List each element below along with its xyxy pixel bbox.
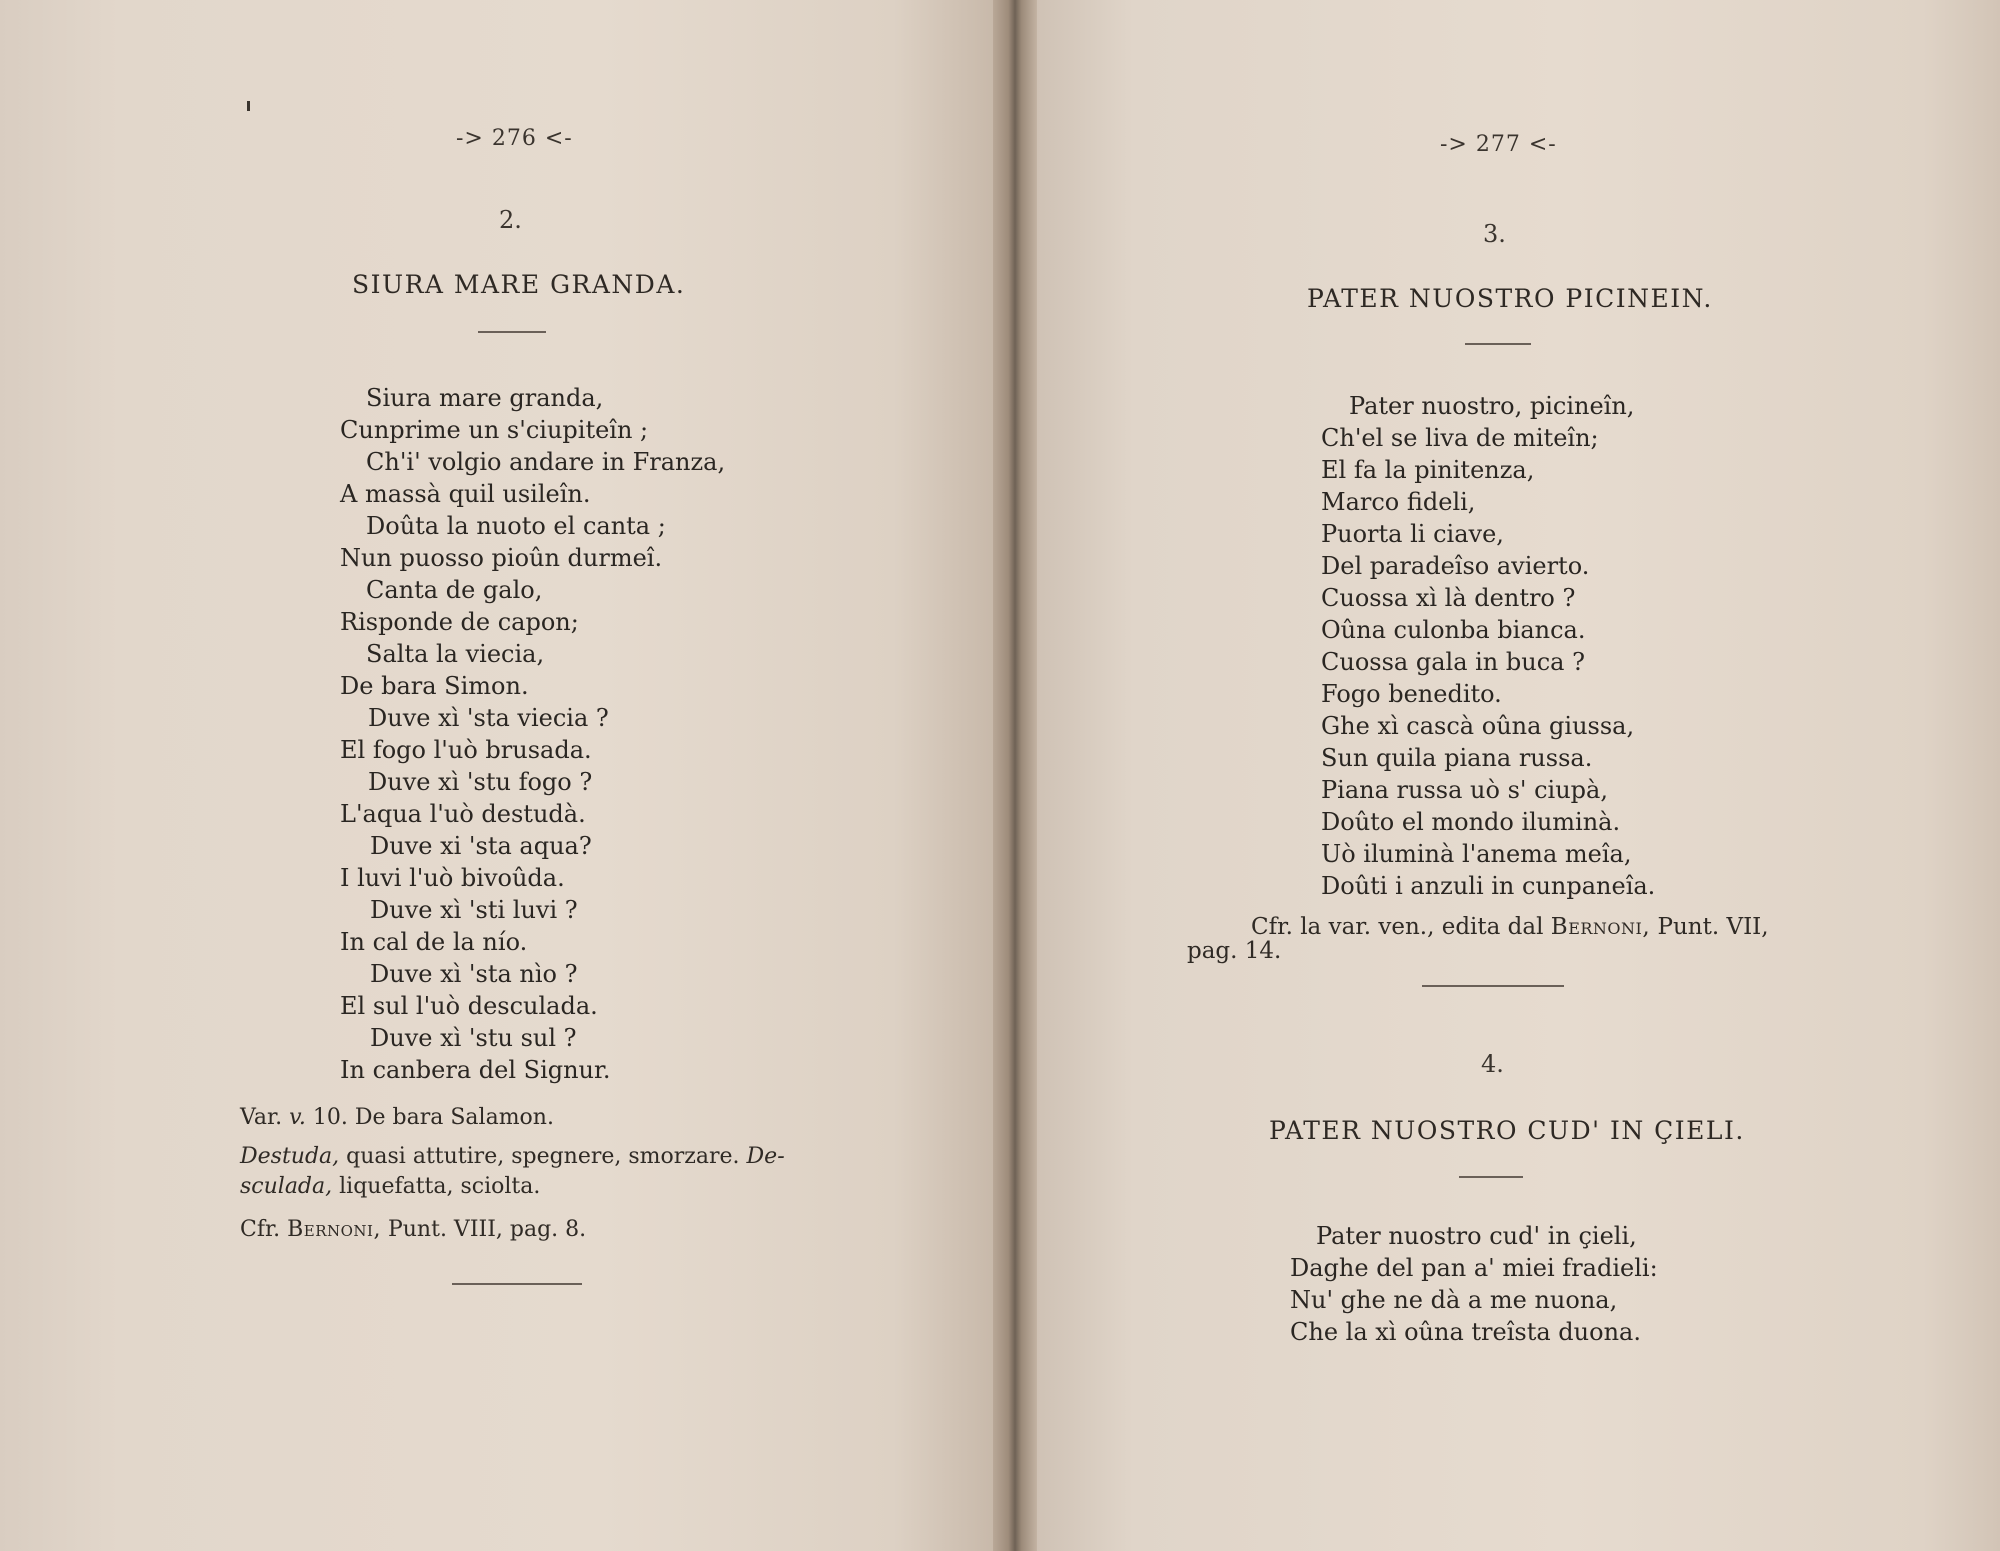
section-divider <box>1422 985 1564 987</box>
section-number-3: 3. <box>1483 220 1506 248</box>
verse-line: Siura mare granda, <box>366 384 604 412</box>
note-cfr-left <box>240 1215 586 1245</box>
verse-line: El fogo l'uò brusada. <box>340 736 592 764</box>
note-desculada <box>240 1172 540 1202</box>
page-number-left: -> 276 <- <box>456 126 573 151</box>
verse-line: De bara Simon. <box>340 672 529 700</box>
section-number-4: 4. <box>1481 1050 1504 1078</box>
note-cfr-picinein-prefix: Cfr. la var. ven., edita dal <box>1251 914 1544 940</box>
verse-line: I luvi l'uò bivoûda. <box>340 864 565 892</box>
poem-title-pater-picinein: PATER NUOSTRO PICINEIN. <box>1307 284 1713 313</box>
note-destuda-text: quasi attutire, spegnere, smorzare. <box>339 1144 740 1169</box>
verse-line: Sun quila piana russa. <box>1321 744 1593 772</box>
title-rule <box>1465 343 1531 345</box>
verse-line: Duve xì 'sta nìo ? <box>370 960 578 988</box>
note-var-rest: 10. De bara Salamon. <box>312 1105 554 1130</box>
verse-line: Doûti i anzuli in cunpaneîa. <box>1321 872 1656 900</box>
note-destuda <box>240 1142 785 1172</box>
verse-line: Cuossa gala in buca ? <box>1321 648 1585 676</box>
end-rule-left <box>452 1283 582 1285</box>
verse-line: Che la xì oûna treîsta duona. <box>1290 1318 1641 1346</box>
verse-line: Nun puosso pioûn durmeî. <box>340 544 663 572</box>
verse-line: Uò iluminà l'anema meîa, <box>1321 840 1632 868</box>
verse-line: Duve xì 'stu sul ? <box>370 1024 577 1052</box>
note-cfr-author: Bernoni, <box>287 1217 381 1242</box>
verse-line: Duve xì 'sti luvi ? <box>370 896 578 924</box>
verse-line: Nu' ghe ne dà a me nuona, <box>1290 1286 1618 1314</box>
verse-line: Del paradeîso avierto. <box>1321 552 1590 580</box>
verse-line: Risponde de capon; <box>340 608 579 636</box>
note-cfr-prefix: Cfr. <box>240 1217 281 1242</box>
note-desculada-word: sculada, <box>240 1174 333 1199</box>
right-page <box>1037 0 2000 1551</box>
verse-line: Ch'i' volgio andare in Franza, <box>366 448 726 476</box>
verse-line: El sul l'uò desculada. <box>340 992 598 1020</box>
verse-line: Ch'el se liva de miteîn; <box>1321 424 1599 452</box>
verse-line: El fa la pinitenza, <box>1321 456 1535 484</box>
poem-verses-picinein <box>1321 390 1655 902</box>
verse-line: In cal de la nío. <box>340 928 528 956</box>
verse-line: In canbera del Signur. <box>340 1056 611 1084</box>
verse-line: Canta de galo, <box>366 576 543 604</box>
verse-line: Doûta la nuoto el canta ; <box>366 512 666 540</box>
poem-title-siura-mare-granda: SIURA MARE GRANDA. <box>352 270 686 299</box>
verse-line: Puorta li ciave, <box>1321 520 1504 548</box>
title-rule <box>478 331 546 333</box>
poem-verses-siura <box>340 382 725 1086</box>
verse-line: Oûna culonba bianca. <box>1321 616 1586 644</box>
verse-line: Duve xi 'sta aqua? <box>370 832 592 860</box>
verse-line: A massà quil usileîn. <box>340 480 591 508</box>
note-cfr-picinein-rest: Punt. VII, <box>1650 914 1769 940</box>
verse-line: Salta la viecia, <box>366 640 545 668</box>
note-cfr-rest: Punt. VIII, pag. 8. <box>380 1217 587 1242</box>
note-var-v: v. <box>289 1105 306 1130</box>
poem-title-pater-cud-in-cieli: PATER NUOSTRO CUD' IN ÇIELI. <box>1269 1116 1745 1145</box>
note-cfr-picinein-line2: pag. 14. <box>1187 938 1282 964</box>
book-gutter <box>993 0 1037 1551</box>
poem-verses-cud-in-cieli <box>1290 1220 1658 1348</box>
note-de: De- <box>746 1144 785 1169</box>
note-var-prefix: Var. <box>240 1105 283 1130</box>
verse-line: Pater nuostro cud' in çieli, <box>1316 1222 1637 1250</box>
verse-line: L'aqua l'uò destudà. <box>340 800 586 828</box>
verse-line: Duve xì 'sta viecia ? <box>368 704 609 732</box>
verse-line: Doûto el mondo iluminà. <box>1321 808 1621 836</box>
note-cfr-picinein <box>1215 912 1769 942</box>
ink-mark <box>247 101 250 111</box>
verse-line: Piana russa uò s' ciupà, <box>1321 776 1608 804</box>
note-desculada-text: liquefatta, sciolta. <box>332 1174 541 1199</box>
page-number-right: -> 277 <- <box>1440 132 1557 157</box>
verse-line: Cuossa xì là dentro ? <box>1321 584 1576 612</box>
verse-line: Cunprime un s'ciupiteîn ; <box>340 416 649 444</box>
note-variant <box>240 1103 554 1133</box>
verse-line: Duve xì 'stu fogo ? <box>368 768 593 796</box>
verse-line: Fogo benedito. <box>1321 680 1502 708</box>
verse-line: Daghe del pan a' miei fradieli: <box>1290 1254 1658 1282</box>
verse-line: Pater nuostro, picineîn, <box>1349 392 1635 420</box>
note-cfr-picinein-author: Bernoni, <box>1550 914 1651 940</box>
verse-line: Marco fideli, <box>1321 488 1476 516</box>
note-destuda-word: Destuda, <box>240 1144 340 1169</box>
verse-line: Ghe xì cascà oûna giussa, <box>1321 712 1635 740</box>
section-number-2: 2. <box>499 206 522 234</box>
left-page <box>0 0 993 1551</box>
title-rule <box>1459 1176 1523 1178</box>
